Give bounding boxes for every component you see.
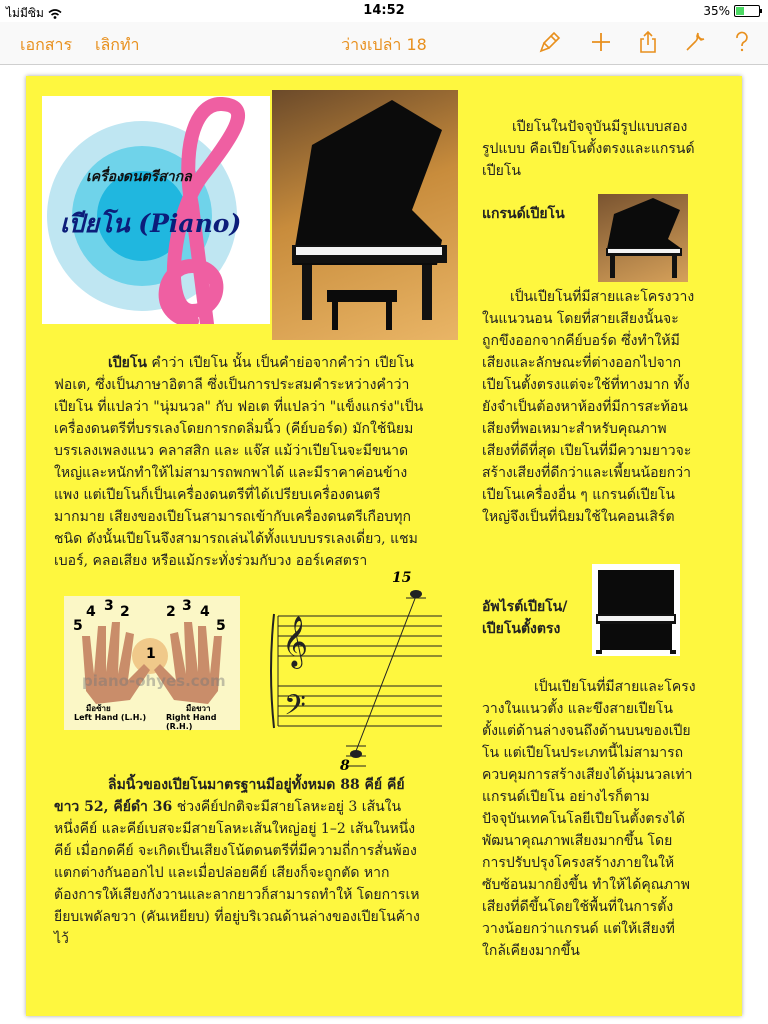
upright-line-7: ปัจจุบันเทคโนโลยีเปียโนตั้งตรงได้ (482, 811, 685, 827)
left-finger-4: 4 (86, 604, 96, 620)
piano-range-staff (266, 570, 446, 776)
battery-level (736, 7, 744, 15)
keys-heading-line-2: ขาว 52, คีย์ดำ 36 (54, 799, 173, 815)
keys-paragraph (54, 774, 454, 950)
keys-line-1 (54, 796, 454, 818)
intro-line-5: บรรเลงเพลงแนว คลาสสิก และ แจ๊ส แม้ว่าเปียโนจะมีขนาด (54, 443, 409, 459)
upright-piano-heading (482, 596, 567, 640)
upright-line-13: ใกล้เคียงมากขึ้น (482, 943, 580, 959)
intro-line-7: แพง แต่เปียโนก็เป็นเครื่องดนตรีที่ได้เปรียบเครื่องดนตรี (54, 487, 381, 503)
keys-line-5: ต้องการให้เสียงกังวานและลากยาวก็สามารถทำให้ โดยการเห (54, 887, 420, 903)
grand-piano-heading: แกรนด์เปียโน (482, 206, 565, 222)
intro-line-2: ฟอเต, ซึ่งเป็นภาษาอิตาลี ซึ่งเป็นการประสมคำระหว่างคำว่า (54, 377, 410, 393)
left-finger-2: 2 (120, 604, 130, 620)
left-hand-label-en: Left Hand (L.H.) (74, 713, 147, 722)
right-hand-label-en: Right Hand (R.H.) (166, 713, 217, 731)
battery-indicator (703, 4, 760, 18)
grand-line-4: เสียงและลักษณะที่ต่างออกไปจาก (482, 355, 682, 371)
left-finger-3: 3 (104, 598, 114, 614)
intro-line-8: มากมาย เสียงของเปียโนสามารถเข้ากับเครื่องดนตรีเกือบทุก (54, 509, 411, 525)
intro-line-1-text: คำว่า เปียโน นั้น เป็นคำย่อจากคำว่า เปียโน (151, 355, 414, 371)
types-line-2: รูปแบบ คือเปียโนตั้งตรงและแกรนด์ (482, 141, 695, 157)
help-icon[interactable] (730, 30, 754, 54)
right-finger-2: 2 (166, 604, 176, 620)
upright-line-5: ควบคุมการสร้างเสียงได้นุ่มนวลเท่า (482, 767, 693, 783)
battery-percent: 35% (703, 4, 730, 18)
ottava-top-mark: 15 (392, 570, 412, 586)
upright-piano-paragraph (482, 676, 744, 962)
grand-line-5: เปียโนตั้งตรงแต่จะใช้ที่ทางมาก ทั้ง (482, 377, 690, 393)
upright-piano-photo (592, 564, 680, 656)
upright-line-2: วางในแนวตั้ง และขึงสายเปียโน (482, 701, 673, 717)
upright-line-11: เสียงที่ดีขึ้นโดยใช้พื้นที่ในการตั้ง (482, 899, 674, 915)
grand-line-2: ในแนวนอน โดยที่สายเสียงนั้นจะ (482, 311, 679, 327)
grand-line-10: เปียโนเครื่องอื่น ๆ แกรนด์เปียโน (482, 487, 675, 503)
grand-line-6: ยังจำเป็นต้องหาห้องที่มีการสะท้อน (482, 399, 688, 415)
types-line-1: เปียโนในปัจจุบันมีรูปแบบสอง (512, 119, 688, 135)
app-toolbar (0, 22, 768, 65)
right-finger-5: 5 (216, 618, 226, 634)
intro-line-4: เครื่องดนตรีที่บรรเลงโดยการกดลิ่มนิ้ว (คีย์บอร์ด) มักใช้นิยม (54, 421, 414, 437)
status-bar (0, 0, 768, 22)
left-finger-5: 5 (73, 618, 83, 634)
svg-text:𝄞: 𝄞 (282, 616, 309, 667)
keys-line-7: ไว้ (54, 931, 69, 947)
format-brush-icon[interactable] (538, 30, 562, 54)
keys-line-3: คีย์ เมื่อกดคีย์ จะเกิดเป็นเสียงโน้ตดนตรีที่มีความถี่การสั่นพ้อง (54, 843, 417, 859)
svg-text:𝄢: 𝄢 (284, 689, 306, 729)
share-icon[interactable] (636, 30, 660, 54)
upright-heading-line-2: เปียโนตั้งตรง (482, 621, 561, 637)
grand-line-3: ถูกขึงออกจากคีย์บอร์ด ซึ่งทำให้มี (482, 333, 680, 349)
upright-line-3: ตั้งแต่ด้านล่างจนถึงด้านบนของเปีย (482, 723, 691, 739)
upright-line-6: แกรนด์เปียโน อย่างไรก็ตาม (482, 789, 650, 805)
grand-line-11: ใหญ่จึงเป็นที่นิยมใช้ในคอนเสิร์ต (482, 509, 675, 525)
intro-line-3: เปียโน ที่แปลว่า "นุ่มนวล" กับ ฟอเต ที่แปลว่า "แข็งแกร่ง"เป็น (54, 399, 424, 415)
ottava-bottom-mark: 8 (340, 758, 350, 774)
intro-line-10: เบอร์, คลอเสียง หรือแม้กระทั่งร่วมกับวง ออร์เคสตรา (54, 553, 368, 569)
right-finger-3: 3 (182, 598, 192, 614)
grand-line-9: สร้างเสียงที่ดีกว่าและเพี้ยนน้อยกว่า (482, 465, 691, 481)
grand-line-8: เสียงที่ดีที่สุด เปียโนที่มีความยาวจะ (482, 443, 692, 459)
battery-icon (734, 5, 760, 17)
document-title[interactable]: ว่างเปล่า 18 (341, 35, 427, 54)
types-intro-paragraph (482, 116, 744, 182)
wrench-icon[interactable] (683, 30, 707, 54)
watermark: piano-ohyes.com (82, 672, 226, 690)
piano-logo-image (42, 96, 270, 324)
add-icon[interactable] (589, 30, 613, 54)
grand-piano-thumb-illustration (598, 194, 688, 282)
keys-heading-line-1: ลิ่มนิ้วของเปียโนมาตรฐานมีอยู่ทั้งหมด 88 คีย์ คีย์ (108, 777, 405, 793)
grand-piano-photo (272, 90, 458, 340)
thumb-number: 1 (146, 646, 156, 662)
upright-line-12: วางน้อยกว่าแกรนด์ แต่ให้เสียงที่ (482, 921, 675, 937)
upright-line-9: การปรับปรุงโครงสร้างภายในให้ (482, 855, 675, 871)
keys-line-1-text: ช่วงคีย์ปกติจะมีสายโลหะอยู่ 3 เส้นใน (176, 799, 402, 815)
keys-line-4: แตกต่างกันออกไป และเมื่อปล่อยคีย์ เสียงก็จะถูกตัด หาก (54, 865, 390, 881)
undo-button[interactable]: เลิกทำ (95, 35, 140, 54)
keys-line-2: หนึ่งคีย์ และคีย์เบสจะมีสายโลหะเส้นใหญ่อยู่ 1–2 เส้นในหนึ่ง (54, 821, 416, 837)
piano-intro-paragraph (54, 352, 454, 572)
right-finger-4: 4 (200, 604, 210, 620)
types-line-3: เปียโน (482, 163, 521, 179)
intro-line-1 (54, 352, 454, 374)
documents-button[interactable]: เอกสาร (20, 35, 73, 54)
clock: 14:52 (363, 3, 405, 18)
upright-line-4: โน แต่เปียโนประเภทนี้ไม่สามารถ (482, 745, 684, 761)
upright-line-10: ซับซ้อนมากยิ่งขึ้น ทำให้ได้คุณภาพ (482, 877, 691, 893)
upright-line-1: เป็นเปียโนที่มีสายและโครง (534, 679, 696, 695)
finger-numbering-image (64, 596, 240, 730)
intro-line-9: ชนิด ดังนั้นเปียโนจึงสามารถเล่นได้ทั้งแบบบรรเลงเดี่ยว, แชม (54, 531, 418, 547)
grand-staff-illustration (266, 576, 446, 776)
grand-piano-illustration (272, 90, 458, 340)
grand-line-7: เสียงที่พอเหมาะสำหรับคุณภาพ (482, 421, 667, 437)
document-page[interactable] (26, 76, 742, 1016)
upright-line-8: พัฒนาคุณภาพเสียงมากขึ้น โดย (482, 833, 673, 849)
logo-title: เปียโน (Piano) (60, 209, 242, 238)
intro-line-6: ใหญ่และหนักทำให้ไม่สามารถพกพาได้ และมีราคาค่อนข้าง (54, 465, 408, 481)
intro-term: เปียโน (108, 355, 147, 371)
carrier-text: ไม่มีซิม (6, 6, 44, 20)
grand-piano-thumbnail (598, 194, 688, 282)
right-hand-label-th: มือขวา (186, 704, 211, 713)
logo-subtitle: เครื่องดนตรีสากล (86, 169, 192, 185)
upright-piano-illustration (592, 564, 680, 656)
keys-line-6: ยียบเพดัลขวา (คันเหยียบ) ที่อยู่บริเวณด้านล่างของเปียโนค้าง (54, 909, 420, 925)
upright-heading-line-1: อัพไรต์เปียโน/ (482, 599, 568, 615)
grand-piano-paragraph (482, 286, 744, 528)
left-hand-label-th: มือซ้าย (86, 704, 111, 713)
grand-line-1: เป็นเปียโนที่มีสายและโครงวาง (510, 289, 695, 305)
